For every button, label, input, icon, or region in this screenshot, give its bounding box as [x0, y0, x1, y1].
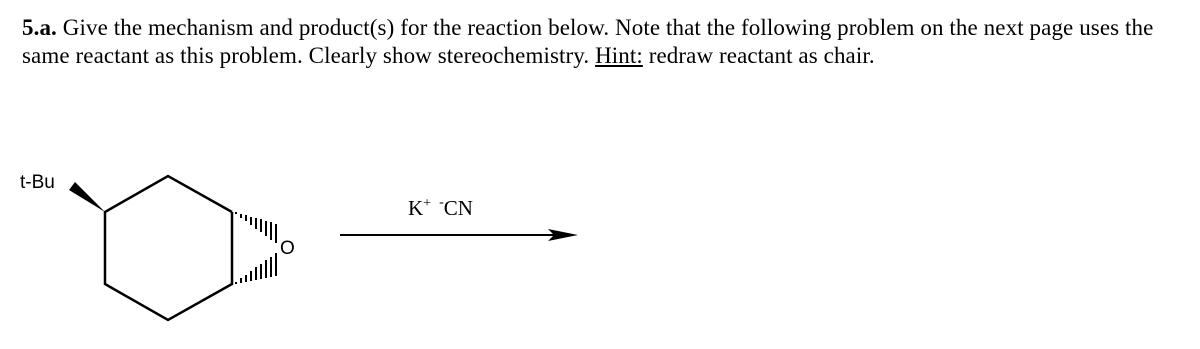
problem-instructions: Give the mechanism and product(s) for the reaction below. Note that the following problem on the next page uses the same reactant as this problem. Clearly show stereochemistry. — [22, 15, 1154, 68]
reagent-label — [408, 195, 473, 220]
reagent-anion-charge: - — [439, 195, 444, 210]
tbu-wedge-bond — [69, 182, 105, 212]
reagent-anion: CN — [443, 196, 473, 220]
hint-text: redraw reactant as chair. — [648, 43, 875, 68]
tbu-label: t-Bu — [20, 172, 55, 193]
cyclohexane-ring — [105, 176, 232, 320]
hint-label: Hint: — [595, 43, 643, 68]
epoxide-oxygen-label: O — [280, 238, 295, 259]
reaction-arrow-group — [340, 195, 578, 241]
reagent-cation: K — [408, 196, 424, 220]
epoxide-hashed-bond-upper — [236, 212, 276, 243]
epoxide-hashed-bond-lower — [236, 253, 276, 284]
problem-number: 5.a. — [22, 15, 57, 40]
reagent-cation-charge: + — [423, 196, 432, 211]
reactant-molecule — [20, 172, 295, 320]
